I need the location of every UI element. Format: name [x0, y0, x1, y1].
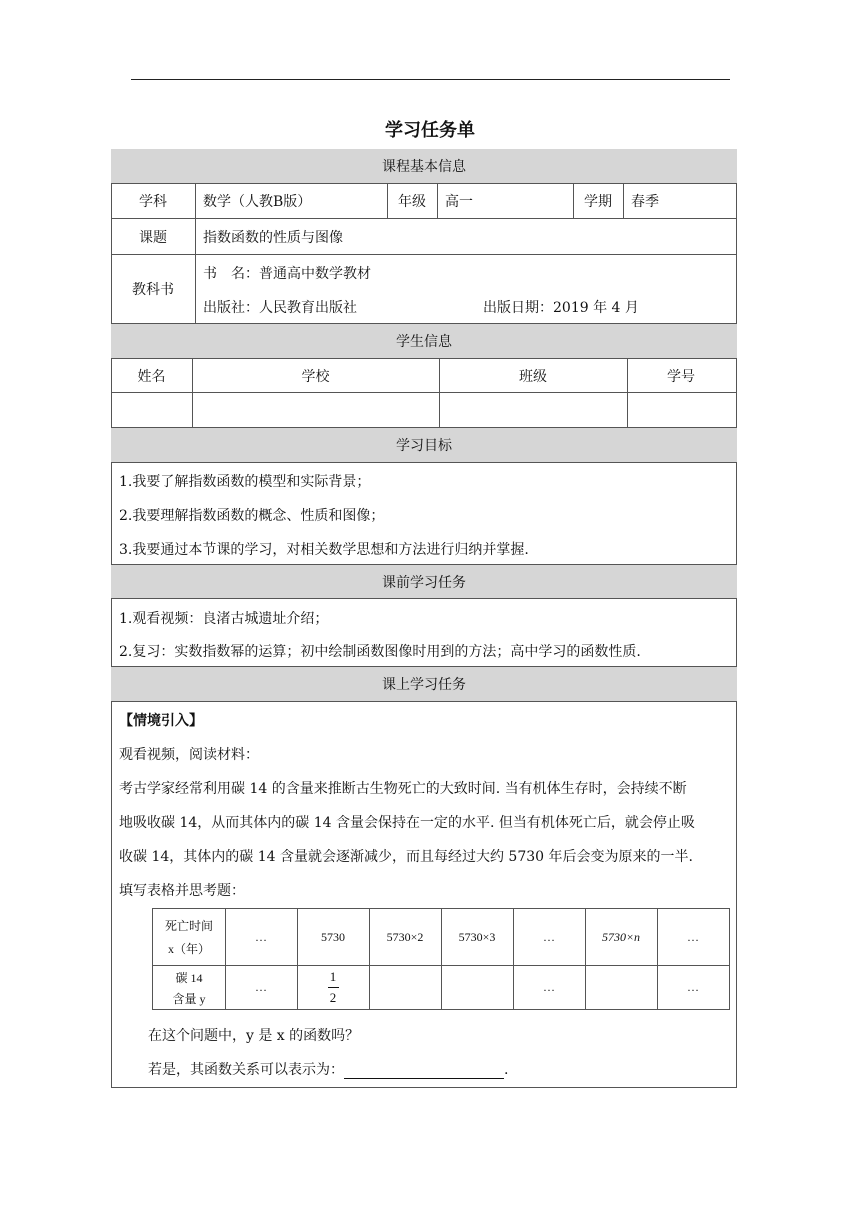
section-title: 【情境引入】	[119, 713, 203, 729]
question-2	[148, 1059, 508, 1079]
table-cell: 5730×3	[458, 929, 496, 944]
row1-header-line1: 死亡时间	[164, 919, 213, 933]
textbook-pub-date: 出版日期：2019 年 4 月	[483, 300, 639, 316]
paragraph-line: 地吸收碳 14，从而其体内的碳 14 含量会保持在一定的水平. 但当有机体死亡后，就会停止吸	[119, 815, 695, 831]
table-input-cell[interactable]	[585, 965, 657, 1010]
term-label: 学期	[584, 194, 612, 210]
goal-item: 1.我要了解指数函数的模型和实际背景；	[119, 474, 371, 490]
row1-header-line2: x（年）	[167, 942, 210, 956]
student-name-header: 姓名	[137, 368, 166, 385]
goals-header	[111, 428, 737, 463]
fraction-cell	[297, 965, 369, 1010]
table-cell: …	[543, 929, 555, 944]
subject-value: 数学（人教B版）	[203, 194, 312, 210]
fraction-numerator: 1	[329, 969, 337, 984]
table-input-cell[interactable]	[369, 965, 441, 1010]
paragraph-line: 考古学家经常利用碳 14 的含量来推断古生物死亡的大致时间. 当有机体生存时，会持续不断	[119, 781, 687, 797]
textbook-name: 书 名：普通高中数学教材	[203, 266, 371, 282]
table-cell: 5730	[321, 929, 345, 944]
student-school-field[interactable]	[192, 393, 439, 427]
grade-value: 高一	[445, 194, 473, 210]
topic-row	[111, 219, 737, 255]
pre-tasks-header-text: 课前学习任务	[382, 574, 466, 591]
course-info-header	[111, 149, 737, 184]
student-id-header: 学号	[667, 368, 695, 385]
textbook-row	[111, 255, 737, 324]
student-info-header	[111, 324, 737, 359]
student-id-field[interactable]	[627, 393, 735, 427]
question-2-suffix: .	[504, 1062, 509, 1078]
student-info-header-text: 学生信息	[396, 334, 452, 350]
table-cell: 5730×2	[386, 929, 424, 944]
answer-blank[interactable]	[344, 1064, 504, 1079]
carbon-table	[152, 908, 730, 1010]
table-input-cell[interactable]	[441, 965, 513, 1010]
row2-header	[153, 965, 225, 1010]
table-cell: …	[687, 980, 699, 994]
table-cell: 5730×n	[601, 929, 641, 944]
student-class-header: 班级	[519, 368, 547, 385]
textbook-label: 教科书	[132, 282, 174, 298]
goals-header-text: 学习目标	[396, 438, 452, 454]
subject-row	[111, 184, 737, 219]
course-info-header-text: 课程基本信息	[382, 159, 466, 175]
row1-header	[153, 909, 225, 965]
table-cell: …	[255, 929, 267, 944]
table-cell: …	[687, 929, 699, 944]
header-rule	[131, 79, 730, 80]
table-cell: …	[255, 980, 267, 994]
student-name-field[interactable]	[111, 393, 192, 427]
table-cell: …	[543, 980, 555, 994]
intro-text: 观看视频，阅读材料：	[119, 747, 259, 763]
question-2-prefix: 若是，其函数关系可以表示为：	[148, 1062, 344, 1078]
paragraph-line: 收碳 14，其体内的碳 14 含量就会逐渐减少，而且每经过大约 5730 年后会变为原来的一半.	[119, 849, 693, 865]
student-input-row	[111, 393, 737, 428]
class-tasks-header-text: 课上学习任务	[382, 677, 466, 693]
pre-tasks-header	[111, 565, 737, 599]
fill-prompt: 填写表格并思考题：	[119, 883, 245, 899]
pre-task-item: 2.复习：实数指数幂的运算；初中绘制函数图像时用到的方法；高中学习的函数性质.	[119, 644, 641, 660]
student-school-header: 学校	[301, 368, 330, 385]
fraction-denominator: 2	[329, 990, 337, 1005]
topic-label: 课题	[139, 229, 167, 246]
class-tasks-header	[111, 667, 737, 702]
goal-item: 3.我要通过本节课的学习，对相关数学思想和方法进行归纳并掌握.	[119, 542, 529, 558]
grade-label: 年级	[398, 194, 426, 210]
topic-value: 指数函数的性质与图像	[203, 229, 343, 246]
row2-header-line1: 碳 14	[175, 970, 203, 985]
student-columns-row	[111, 359, 737, 393]
page-title: 学习任务单	[385, 120, 475, 141]
goal-item: 2.我要理解指数函数的概念、性质和图像；	[119, 508, 385, 524]
subject-label: 学科	[139, 194, 167, 210]
row2-header-line2: 含量 y	[172, 991, 206, 1006]
student-class-field[interactable]	[439, 393, 627, 427]
pre-task-item: 1.观看视频：良渚古城遗址介绍；	[119, 611, 329, 627]
question-1: 在这个问题中，y 是 x 的函数吗？	[148, 1028, 360, 1044]
half-fraction	[328, 969, 339, 1006]
textbook-publisher: 出版社：人民教育出版社	[203, 300, 357, 316]
term-value: 春季	[631, 194, 659, 210]
